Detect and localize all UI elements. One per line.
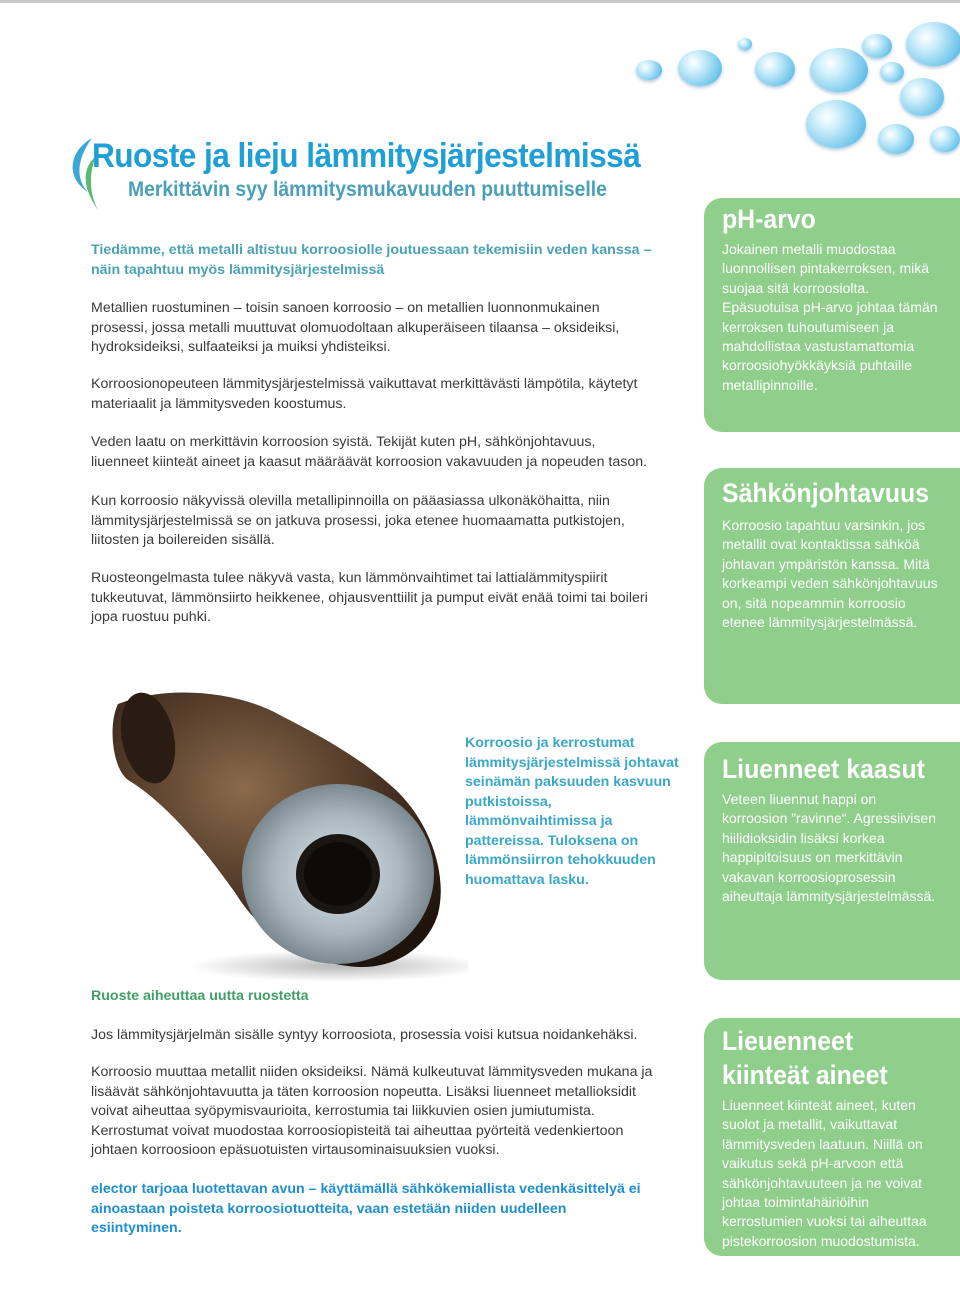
body-paragraph: Veden laatu on merkittävin korroosion syistä. Tekijät kuten pH, sähkönjohtavuus, liuenneet kiinteät aineet ja kaasut määräävät korroosion vakavuuden ja nopeuden tason.	[91, 434, 648, 470]
panel-title: Liuenneet kaasut	[722, 754, 925, 784]
panel-body: Liuenneet kiinteät aineet, kuten suolot ja metallit, vaikuttavat lämmitysveden laatuun. Niillä on vaikutus sekä pH-arvoon että sähkönjohtavuuteen ja ne voivat johtaa toimintahäiriöihin kerrostumien vuoksi tai aiheuttaa pistekorroosion muodostumista.	[722, 1097, 927, 1249]
water-drop-icon	[906, 22, 960, 66]
highlight-paragraph: elector tarjoaa luotettavan avun – käyttämällä sähkökemiallista vedenkäsittelyä ei ainoastaan poisteta korroosiotuotteita, vaan estetään niiden uudelleen esiintyminen.	[91, 1181, 641, 1236]
body-paragraph: Jos lämmitysjärjelmän sisälle syntyy korroosiota, prosessia voisi kutsua noidankehäksi.	[91, 1027, 638, 1043]
sidebar-panel-conductivity	[704, 468, 960, 704]
sidebar-panel-solids	[704, 1018, 960, 1256]
body-paragraph: Korroosionopeuteen lämmitysjärjestelmissä vaikuttavat merkittävästi lämpötila, käytetyt materiaalit ja lämmitysveden koostumus.	[91, 376, 638, 412]
body-paragraph: Korroosio muuttaa metallit niiden oksideiksi. Nämä kulkeutuvat lämmitysveden mukana ja lisäävät sähkönjohtavuutta ja täten korroosion nopeutta. Lisäksi liuenneet metallioksidit voivat aiheuttaa syöpymisvaurioita, kerrostumia tai liikkuvien osien jumiutumista. Kerrostumat voivat muodostaa korroosiopisteitä tai aiheuttaa pyörteitä vedenkiertoon johtaen korroosioon epäsuotuisten virtausominaisuuksien vuoksi.	[91, 1064, 653, 1158]
sidebar-panel-gases	[704, 742, 960, 980]
panel-body: Jokainen metalli muodostaa luonnollisen pintakerroksen, mikä suojaa sitä korroosiolta. Epäsuotuisa pH-arvo johtaa tämän kerroksen tuhoutumiseen ja mahdollistaa vastustamattomia korroosiohyökkäyksiä puhtaille metallipinnoille.	[722, 241, 938, 393]
page-subtitle: Merkittävin syy lämmitysmukavuuden puuttumiselle	[128, 178, 607, 201]
body-paragraph: Kun korroosio näkyvissä olevilla metallipinnoilla on pääasiassa ulkonäköhaitta, niin lämmitysjärjestelmissä se on jatkuva prosessi, joka etenee huomaamatta putkistojen, liitosten ja boilereiden sisällä.	[91, 493, 625, 548]
water-drop-icon	[878, 124, 914, 154]
water-drop-icon	[930, 126, 960, 152]
water-drop-icon	[862, 34, 892, 58]
body-paragraph: Ruosteongelmasta tulee näkyvä vasta, kun lämmönvaihtimet tai lattialämmityspiirit tukkeutuvat, lämmönsiirto heikkenee, ohjausventtiilit ja pumput eivät enää toimi tai boileri jopa ruostuu puhki.	[91, 570, 648, 625]
panel-body: Veteen liuennut happi on korroosion ”ravinne“. Agressiivisen hiilidioksidin lisäksi korkea happipitoisuus on merkittävin vakavan korroosioprosessin aiheuttaja lämmitysjärjestelmässä.	[722, 791, 936, 905]
sidebar-panel-ph	[704, 198, 960, 432]
callout-text: Korroosio ja kerrostumat lämmitysjärjestelmissä johtavat seinämän paksuuden kasvuun putkistoissa, lämmönvaihtimissa ja pattereissa. Tuloksena on lämmönsiirron tehokkuuden huomattava lasku.	[465, 735, 679, 888]
lead-paragraph: Tiedämme, että metalli altistuu korroosiolle joutuessaan tekemisiin veden kanssa – näin tapahtuu myös lämmitysjärjestelmissä	[91, 242, 652, 278]
panel-title: pH-arvo	[722, 204, 816, 234]
water-drop-icon	[636, 60, 662, 80]
corroded-pipe-image	[108, 684, 468, 984]
page-top-border	[0, 0, 960, 3]
panel-title: Sähkönjohtavuus	[722, 478, 930, 508]
water-drop-icon	[806, 100, 866, 148]
water-drop-icon	[678, 50, 722, 86]
water-drop-icon	[810, 48, 868, 92]
body-paragraph: Metallien ruostuminen – toisin sanoen korroosio – on metallien luonnonmukainen prosessi, jossa metalli muuttuvat olomuodoltaan alkuperäiseen tilaansa – oksideiksi, hydroksideiksi, sulfaateiksi ja muiksi yhdisteiksi.	[91, 300, 620, 355]
water-drop-icon	[738, 38, 752, 50]
water-drop-icon	[900, 78, 944, 116]
page-title: Ruoste ja lieju lämmitysjärjestelmissä	[92, 137, 641, 175]
panel-body: Korroosio tapahtuu varsinkin, jos metallit ovat kontaktissa sähköä johtavan ympäristön kanssa. Mitä korkeampi veden sähkönjohtavuus on, sitä nopeammin korroosio etenee lämmitysjärjestelmässä.	[722, 517, 938, 631]
panel-title: kiinteät aineet	[722, 1060, 888, 1090]
panel-title: Lieuenneet	[722, 1026, 854, 1056]
water-drop-icon	[755, 52, 795, 86]
section-heading: Ruoste aiheuttaa uutta ruostetta	[91, 988, 309, 1004]
water-drop-icon	[880, 62, 904, 82]
